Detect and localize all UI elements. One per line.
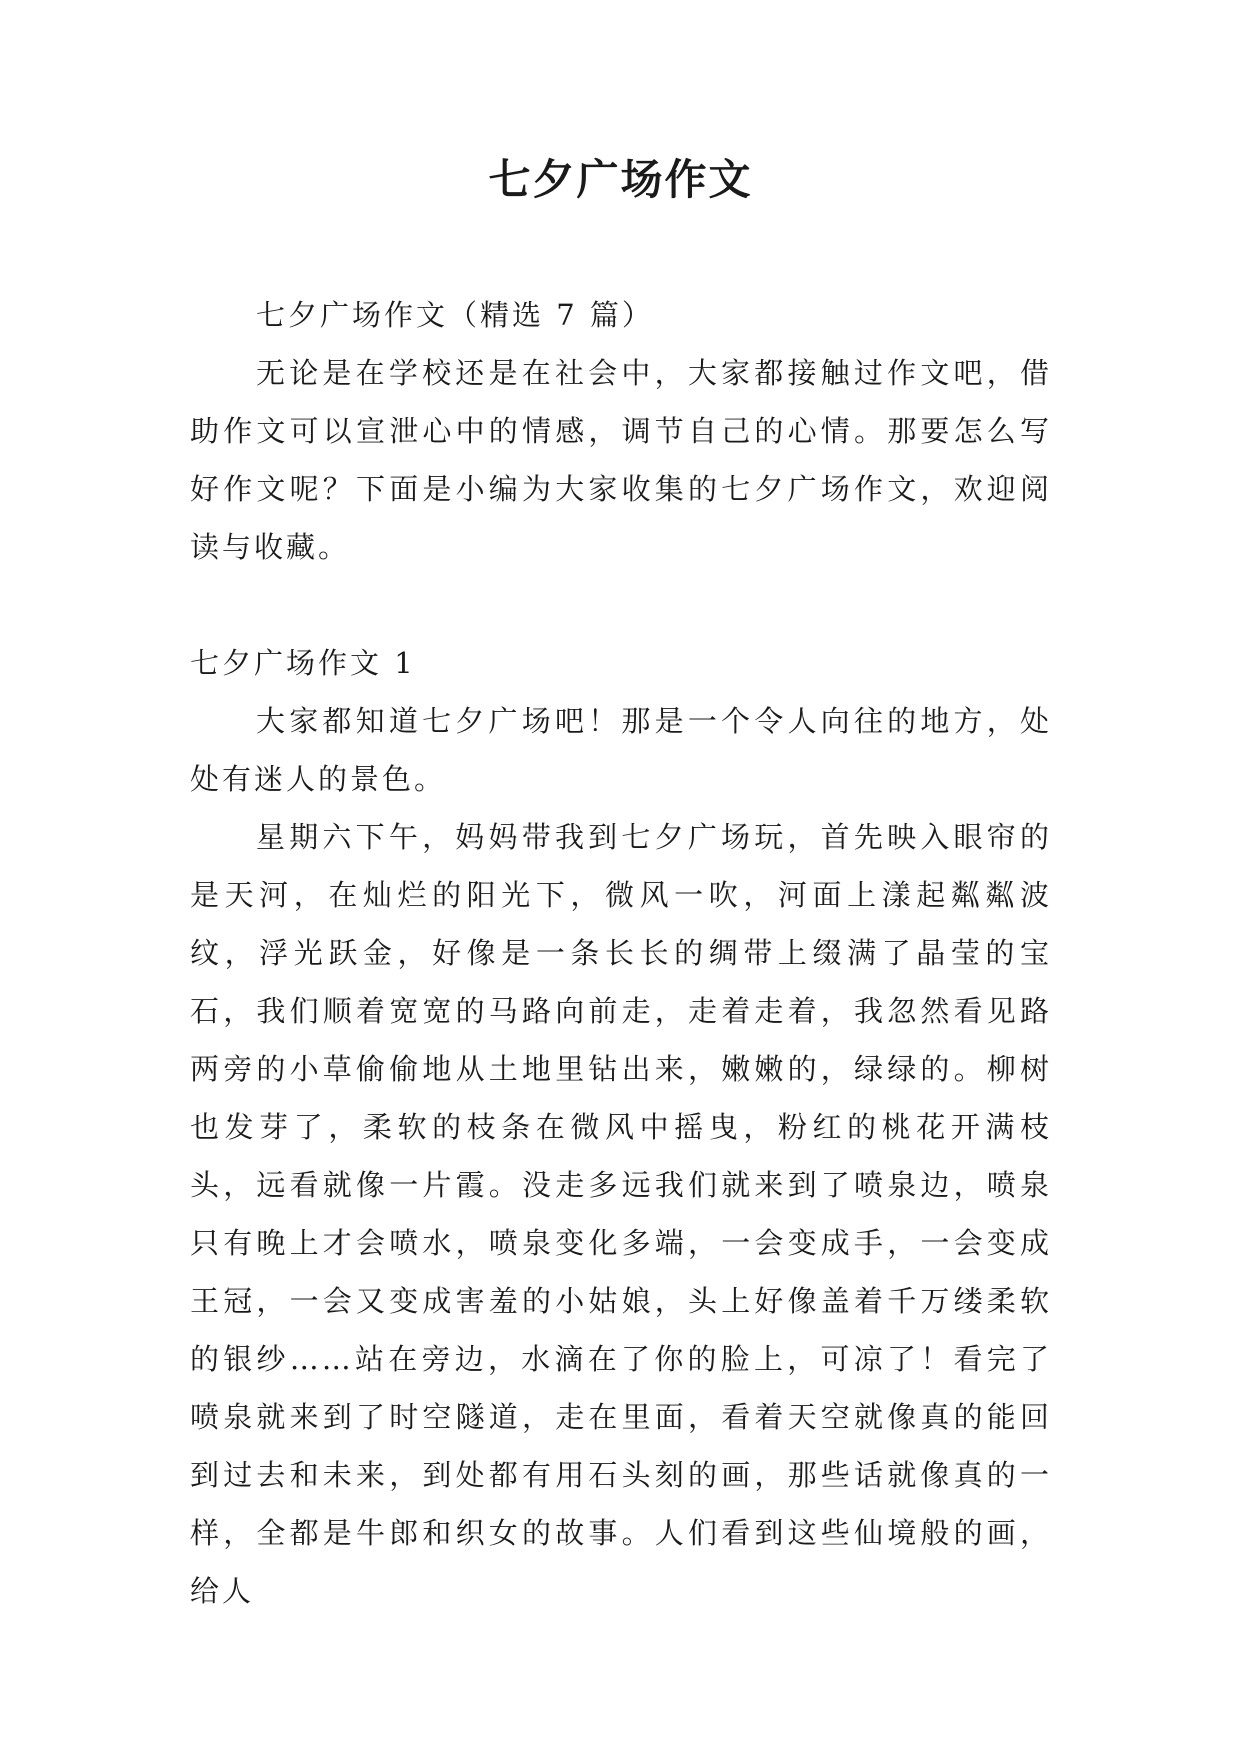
section-heading: 七夕广场作文 1 [190,646,416,680]
body-paragraph: 大家都知道七夕广场吧！那是一个令人向往的地方，处处有迷人的景色。 [190,704,1052,796]
document-title: 七夕广场作文 [488,155,753,204]
intro-paragraph: 无论是在学校还是在社会中，大家都接触过作文吧，借助作文可以宣泄心中的情感，调节自己的心情。那要怎么写好作文呢？下面是小编为大家收集的七夕广场作文，欢迎阅读与收藏。 [190,356,1052,564]
document-subtitle: 七夕广场作文（精选 7 篇） [256,298,654,332]
body-paragraph: 星期六下午，妈妈带我到七夕广场玩，首先映入眼帘的是天河，在灿烂的阳光下，微风一吹，河面上漾起粼粼波纹，浮光跃金，好像是一条长长的绸带上缀满了晶莹的宝石，我们顺着宽宽的马路向前走，走着走着，我忽然看见路两旁的小草偷偷地从土地里钻出来，嫩嫩的，绿绿的。柳树也发芽了，柔软的枝条在微风中摇曳，粉红的桃花开满枝头，远看就像一片霞。没走多远我们就来到了喷泉边，喷泉只有晚上才会喷水，喷泉变化多端，一会变成手，一会变成王冠，一会又变成害羞的小姑娘，头上好像盖着千万缕柔软的银纱……站在旁边，水滴在了你的脸上，可凉了！看完了喷泉就来到了时空隧道，走在里面，看着天空就像真的能回到过去和未来，到处都有用石头刻的画，那些话就像真的一样，全都是牛郎和织女的故事。人们看到这些仙境般的画，给人 [190,820,1052,1608]
